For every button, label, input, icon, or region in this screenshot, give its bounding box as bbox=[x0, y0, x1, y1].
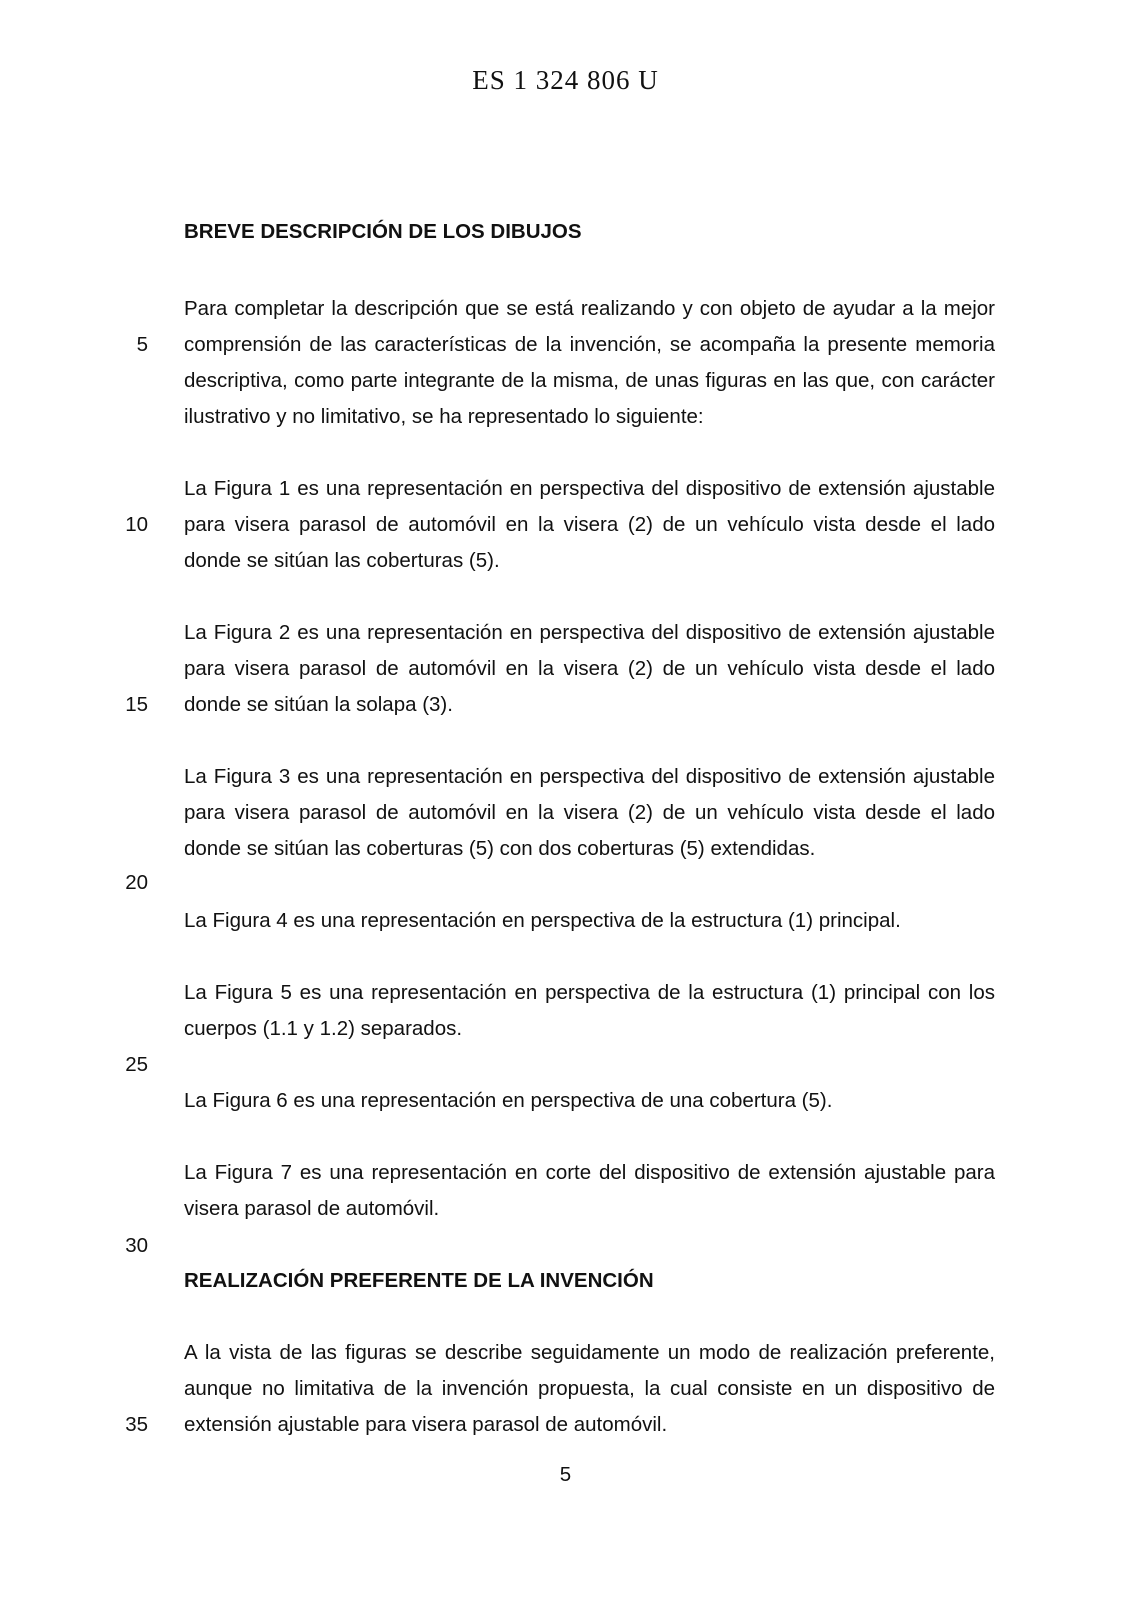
paragraph bbox=[184, 759, 995, 867]
paragraph-line: La Figura 1 es una representación en perspectiva del dispositivo de extensión ajustable bbox=[184, 477, 995, 500]
paragraph-line: extensión ajustable para visera parasol de automóvil. bbox=[184, 1413, 668, 1436]
paragraph bbox=[184, 903, 995, 939]
line-number: 25 bbox=[125, 1053, 148, 1076]
line-number: 5 bbox=[136, 333, 148, 356]
paragraph-line: La Figura 3 es una representación en perspectiva del dispositivo de extensión ajustable bbox=[184, 765, 995, 788]
paragraph-line: donde se sitúan la solapa (3). bbox=[184, 693, 453, 716]
paragraph-line: donde se sitúan las coberturas (5) con dos coberturas (5) extendidas. bbox=[184, 837, 816, 860]
line-number: 10 bbox=[125, 513, 148, 536]
paragraph bbox=[184, 471, 995, 579]
paragraph-line: aunque no limitativa de la invención propuesta, la cual consiste en un dispositivo de bbox=[184, 1377, 995, 1400]
heading-text: BREVE DESCRIPCIÓN DE LOS DIBUJOS bbox=[184, 220, 582, 243]
paragraph-line: La Figura 5 es una representación en perspectiva de la estructura (1) principal con los bbox=[184, 981, 995, 1004]
paragraph bbox=[184, 291, 995, 435]
document-header-publication-number: ES 1 324 806 U bbox=[472, 65, 659, 95]
paragraph-line: donde se sitúan las coberturas (5). bbox=[184, 549, 500, 572]
document-body bbox=[184, 214, 995, 1479]
paragraph bbox=[184, 975, 995, 1047]
section-heading bbox=[184, 1263, 995, 1299]
paragraph-line: ilustrativo y no limitativo, se ha representado lo siguiente: bbox=[184, 405, 704, 428]
heading-text: REALIZACIÓN PREFERENTE DE LA INVENCIÓN bbox=[184, 1269, 654, 1292]
margin-line-numbers bbox=[0, 0, 148, 1600]
paragraph bbox=[184, 1335, 995, 1443]
page-number: 5 bbox=[559, 1463, 572, 1486]
paragraph bbox=[184, 1083, 995, 1119]
paragraph-line: para visera parasol de automóvil en la visera (2) de un vehículo vista desde el lado bbox=[184, 513, 995, 536]
line-number: 20 bbox=[125, 871, 148, 894]
section-heading bbox=[184, 214, 995, 250]
paragraph-line: para visera parasol de automóvil en la visera (2) de un vehículo vista desde el lado bbox=[184, 801, 995, 824]
paragraph bbox=[184, 615, 995, 723]
paragraph-line: La Figura 4 es una representación en perspectiva de la estructura (1) principal. bbox=[184, 909, 901, 932]
paragraph-line: visera parasol de automóvil. bbox=[184, 1197, 440, 1220]
paragraph-line: comprensión de las características de la invención, se acompaña la presente memoria bbox=[184, 333, 995, 356]
line-number: 30 bbox=[125, 1234, 148, 1257]
paragraph-line: para visera parasol de automóvil en la visera (2) de un vehículo vista desde el lado bbox=[184, 657, 995, 680]
paragraph-line: descriptiva, como parte integrante de la misma, de unas figuras en las que, con carácter bbox=[184, 369, 995, 392]
line-number: 15 bbox=[125, 693, 148, 716]
paragraph-line: Para completar la descripción que se está realizando y con objeto de ayudar a la mejor bbox=[184, 297, 995, 320]
paragraph-line: La Figura 2 es una representación en perspectiva del dispositivo de extensión ajustable bbox=[184, 621, 995, 644]
paragraph bbox=[184, 1155, 995, 1227]
paragraph-line: La Figura 6 es una representación en perspectiva de una cobertura (5). bbox=[184, 1089, 833, 1112]
paragraph-line: cuerpos (1.1 y 1.2) separados. bbox=[184, 1017, 463, 1040]
paragraph-line: A la vista de las figuras se describe seguidamente un modo de realización preferente, bbox=[184, 1341, 995, 1364]
line-number: 35 bbox=[125, 1413, 148, 1436]
paragraph-line: La Figura 7 es una representación en corte del dispositivo de extensión ajustable para bbox=[184, 1161, 995, 1184]
